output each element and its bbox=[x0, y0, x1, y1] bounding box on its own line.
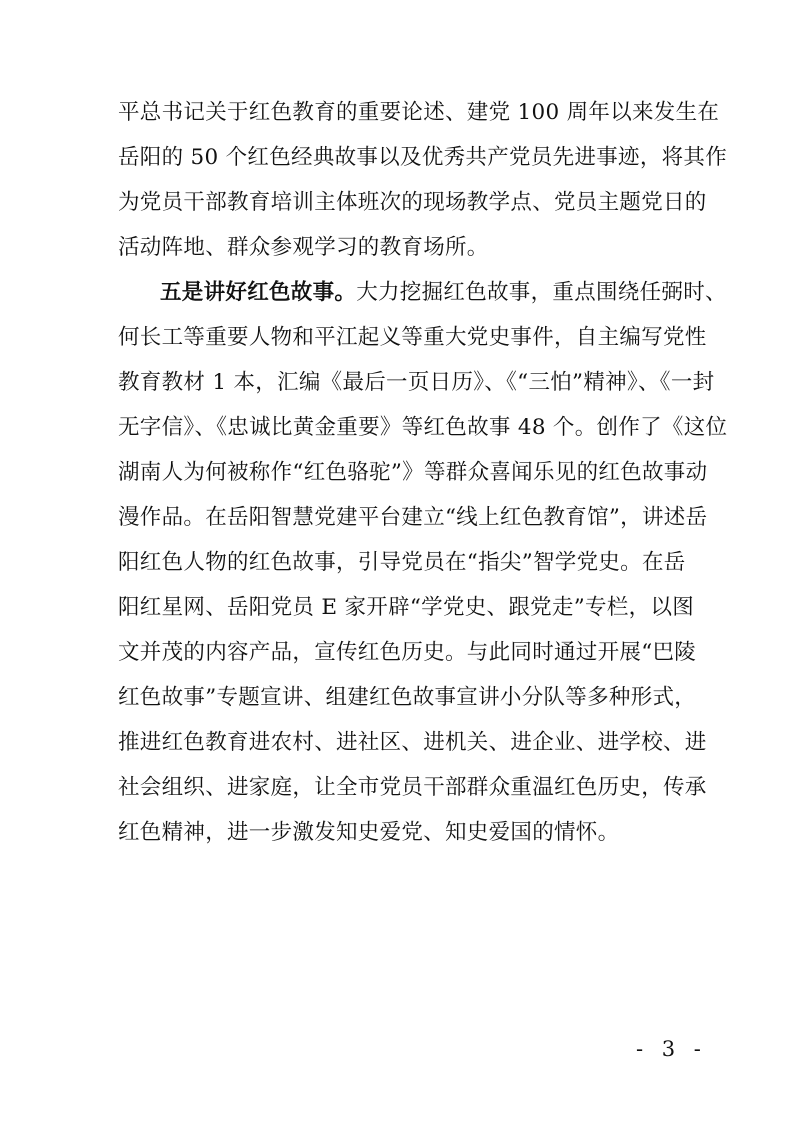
paragraph-2-line-5: 湖南人为何被称作“红色骆驼”》等群众喜闻乐见的红色故事动 bbox=[118, 460, 708, 485]
paragraph-2-line-4: 无字信》、《忠诚比黄金重要》等红色故事 48 个。创作了《这位 bbox=[118, 415, 728, 440]
paragraph-2-line-1 bbox=[160, 279, 727, 307]
section-heading: 五是讲好红色故事。 bbox=[160, 280, 357, 305]
paragraph-2-line-7: 阳红色人物的红色故事，引导党员在“指尖”智学党史。在岳 bbox=[118, 550, 686, 575]
paragraph-2-line-12: 社会组织、进家庭，让全市党员干部群众重温红色历史，传承 bbox=[118, 775, 707, 800]
paragraph-2-line-6: 漫作品。在岳阳智慧党建平台建立“线上红色教育馆”，讲述岳 bbox=[118, 505, 708, 530]
paragraph-2-line-3: 教育教材 1 本，汇编《最后一页日历》、《“三怕”精神》、《一封 bbox=[118, 370, 715, 395]
paragraph-2-line-9: 文并茂的内容产品，宣传红色历史。与此同时通过开展“巴陵 bbox=[118, 640, 697, 665]
page-number: - 3 - bbox=[636, 1037, 707, 1061]
paragraph-1-line-1: 平总书记关于红色教育的重要论述、建党 100 周年以来发生在 bbox=[118, 100, 720, 125]
paragraph-1-line-4: 活动阵地、群众参观学习的教育场所。 bbox=[118, 235, 489, 260]
paragraph-2-line-1-text: 大力挖掘红色故事，重点围绕任弼时、 bbox=[356, 280, 727, 305]
paragraph-1-line-3: 为党员干部教育培训主体班次的现场教学点、党员主题党日的 bbox=[118, 190, 707, 215]
paragraph-2-line-13: 红色精神，进一步激发知史爱党、知史爱国的情怀。 bbox=[118, 820, 620, 845]
paragraph-2-line-8: 阳红星网、岳阳党员 E 家开辟“学党史、跟党走”专栏，以图 bbox=[118, 595, 695, 620]
paragraph-2-line-10: 红色故事”专题宣讲、组建红色故事宣讲小分队等多种形式， bbox=[118, 685, 697, 710]
paragraph-1-line-2: 岳阳的 50 个红色经典故事以及优秀共产党员先进事迹，将其作 bbox=[118, 145, 728, 170]
paragraph-2-line-11: 推进红色教育进农村、进社区、进机关、进企业、进学校、进 bbox=[118, 730, 707, 755]
paragraph-2-line-2: 何长工等重要人物和平江起义等重大党史事件，自主编写党性 bbox=[118, 325, 707, 350]
